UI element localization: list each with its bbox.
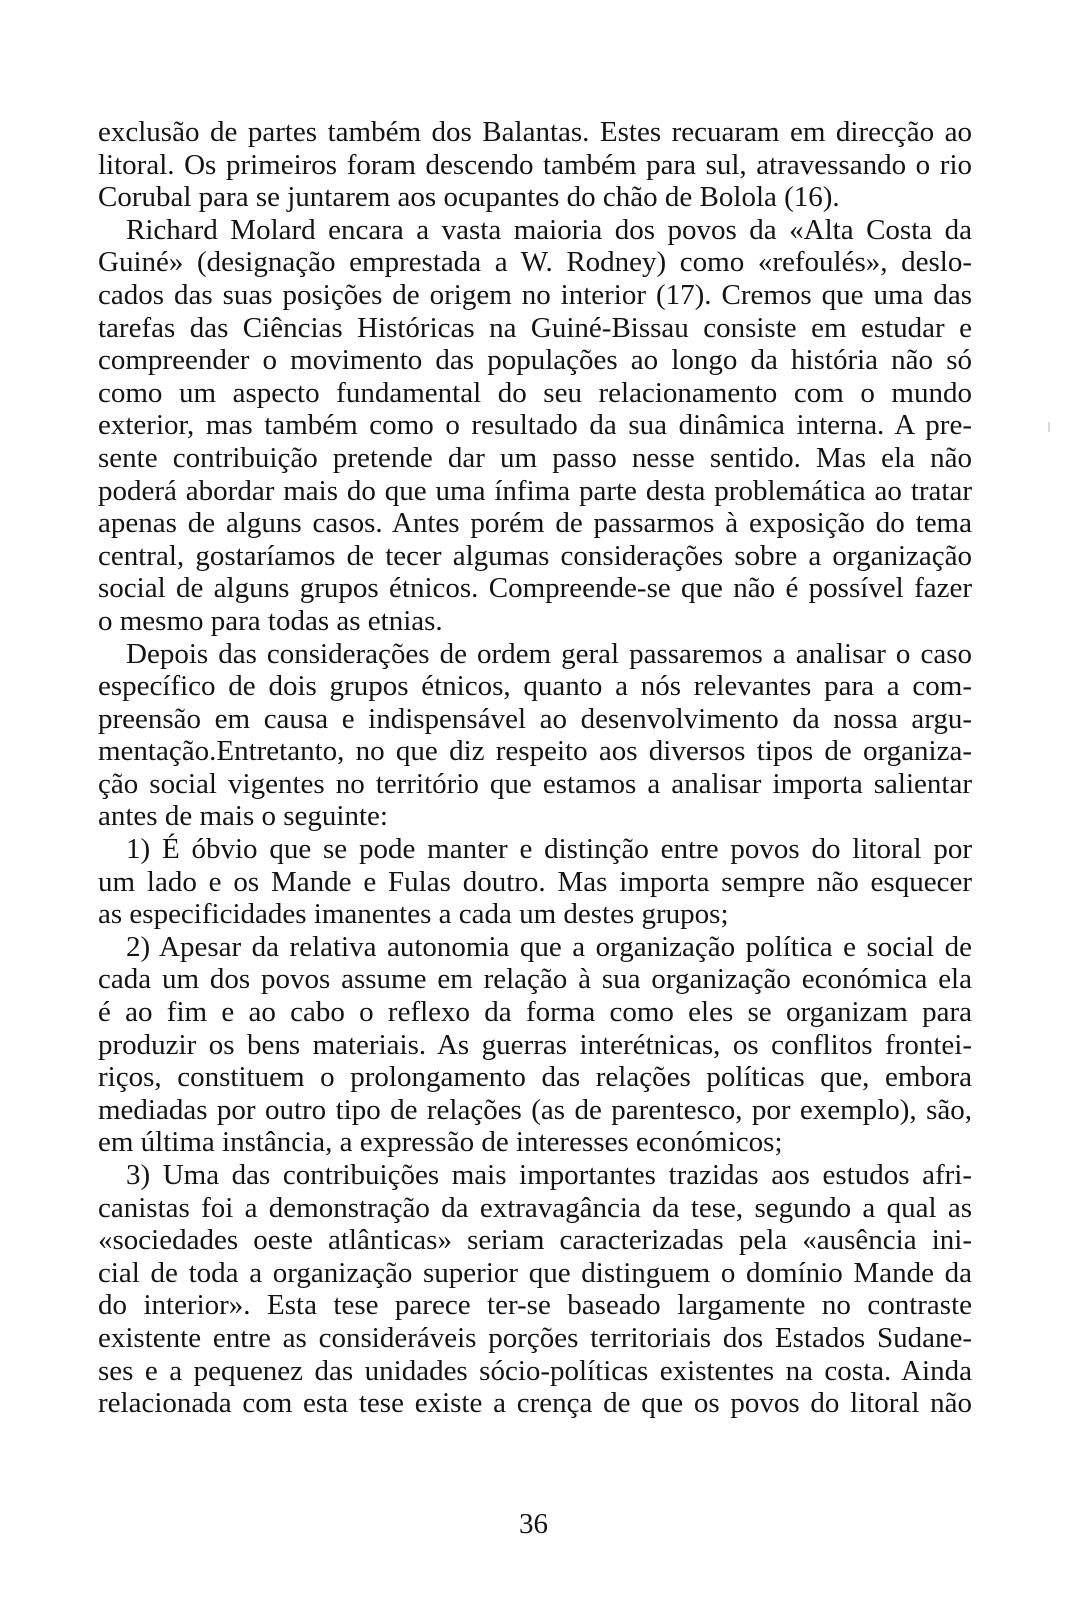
text-line: cada um dos povos assume em relação à sua organização económica ela (98, 963, 972, 996)
text-line: Depois das considerações de ordem geral passaremos a analisar o caso (126, 637, 972, 670)
paragraph (98, 833, 972, 931)
text-line: mediadas por outro tipo de relações (as de parentesco, por exemplo), são, (98, 1093, 972, 1126)
body-text (98, 116, 972, 1420)
paragraph (98, 214, 972, 638)
text-line: compreender o movimento das populações ao longo da história não só (98, 344, 972, 377)
paragraph (98, 638, 972, 834)
text-line: 1) É óbvio que se pode manter e distinção entre povos do litoral por (126, 833, 972, 866)
text-line: relacionada com esta tese existe a crença de que os povos do litoral não (98, 1387, 972, 1420)
text-line: produzir os bens materiais. As guerras interétnicas, os conflitos frontei- (98, 1028, 972, 1061)
text-line: Richard Molard encara a vasta maioria dos povos da «Alta Costa da (126, 213, 972, 246)
text-line: exterior, mas também como o resultado da sua dinâmica interna. A pre- (98, 409, 972, 442)
text-line: o mesmo para todas as etnias. (98, 604, 443, 637)
text-line: existente entre as consideráveis porções territoriais dos Estados Sudane- (98, 1321, 972, 1354)
text-line: tarefas das Ciências Históricas na Guiné-Bissau consiste em estudar e (98, 311, 972, 344)
paragraph (98, 1159, 972, 1420)
text-line: apenas de alguns casos. Antes porém de passarmos à exposição do tema (98, 507, 972, 540)
text-line: as especificidades imanentes a cada um destes grupos; (98, 898, 729, 931)
text-line: sente contribuição pretende dar um passo nesse sentido. Mas ela não (98, 441, 972, 474)
text-line: do interior». Esta tese parece ter-se baseado largamente no contraste (98, 1289, 972, 1322)
paragraph (98, 931, 972, 1159)
text-line: 2) Apesar da relativa autonomia que a organização política e social de (126, 930, 972, 963)
text-line: social de alguns grupos étnicos. Compreende-se que não é possível fazer (98, 572, 972, 605)
text-line: cados das suas posições de origem no interior (17). Cremos que uma das (98, 278, 972, 311)
text-line: um lado e os Mande e Fulas doutro. Mas importa sempre não esquecer (98, 865, 972, 898)
text-line: ses e a pequenez das unidades sócio-políticas existentes na costa. Ainda (98, 1354, 972, 1387)
text-line: poderá abordar mais do que uma ínfima parte desta problemática ao tratar (98, 474, 972, 507)
scan-speck (1048, 422, 1050, 432)
text-line: antes de mais o seguinte: (98, 800, 388, 833)
text-line: Guiné» (designação emprestada a W. Rodney) como «refoulés», deslo- (98, 246, 972, 279)
text-line: cial de toda a organização superior que distinguem o domínio Mande da (98, 1256, 972, 1289)
text-line: em última instância, a expressão de interesses económicos; (98, 1126, 783, 1159)
text-line: litoral. Os primeiros foram descendo também para sul, atravessando o rio (98, 148, 972, 181)
paragraph (98, 116, 972, 214)
text-line: mentação.Entretanto, no que diz respeito aos diversos tipos de organiza- (98, 735, 972, 768)
text-line: preensão em causa e indispensável ao desenvolvimento da nossa argu- (98, 702, 972, 735)
text-line: 3) Uma das contribuições mais importantes trazidas aos estudos afri- (126, 1159, 972, 1191)
text-line: canistas foi a demonstração da extravagância da tese, segundo a qual as (98, 1191, 972, 1224)
text-line: é ao fim e ao cabo o reflexo da forma como eles se organizam para (98, 996, 972, 1029)
text-line: específico de dois grupos étnicos, quanto a nós relevantes para a com- (98, 670, 972, 703)
text-line: como um aspecto fundamental do seu relacionamento com o mundo (98, 376, 972, 409)
text-line: riços, constituem o prolongamento das relações políticas que, embora (98, 1061, 972, 1094)
text-line: «sociedades oeste atlânticas» seriam caracterizadas pela «ausência ini- (98, 1224, 972, 1257)
page-number: 36 (519, 1508, 548, 1540)
text-line: central, gostaríamos de tecer algumas considerações sobre a organização (98, 539, 972, 572)
text-line: exclusão de partes também dos Balantas. Estes recuaram em direcção ao (98, 116, 972, 148)
text-line: ção social vigentes no território que estamos a analisar importa salientar (98, 767, 972, 800)
text-line: Corubal para se juntarem aos ocupantes do chão de Bolola (16). (98, 181, 840, 214)
